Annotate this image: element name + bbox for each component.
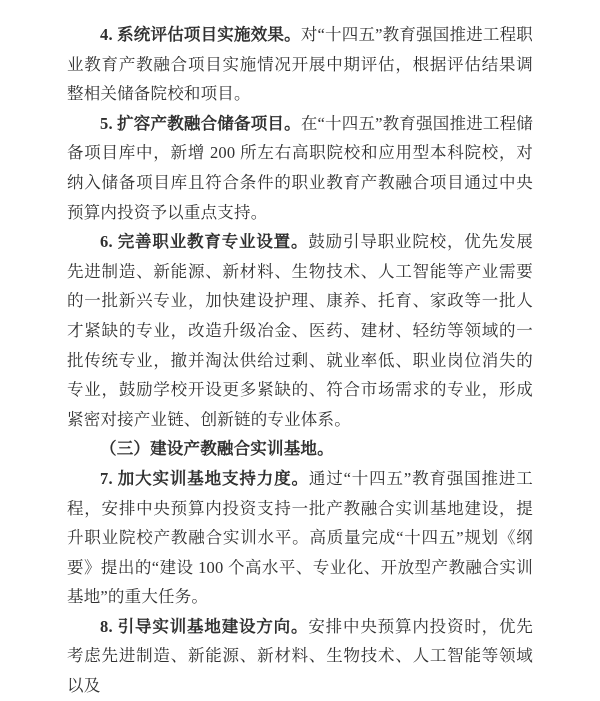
paragraph-4 [67, 20, 533, 109]
paragraph-4-lead: 4. 系统评估项目实施效果。 [100, 25, 301, 44]
paragraph-6-body: 鼓励引导职业院校，优先发展先进制造、新能源、新材料、生物技术、人工智能等产业需要的一批新兴专业，加快建设护理、康养、托育、家政等一批人才紧缺的专业，改造升级冶金、医药、建材、轻纺等领域的一批传统专业，撤并淘汰供给过剩、就业率低、职业岗位消失的专业，鼓励学校开设更多紧缺的、符合市场需求的专业，形成紧密对接产业链、创新链的专业体系。 [67, 232, 533, 429]
paragraph-4-body: 对“十四五”教育强国推进工程职业教育产教融合项目实施情况开展中期评估，根据评估结果调整相关储备院校和项目。 [67, 25, 533, 104]
paragraph-6-lead: 6. 完善职业教育专业设置。 [100, 232, 309, 252]
paragraph-8 [67, 612, 533, 701]
paragraph-6 [67, 227, 533, 434]
paragraph-5-body: 在“十四五”教育强国推进工程储备项目库中，新增 200 所左右高职院校和应用型本科院校，对纳入储备项目库且符合条件的职业教育产教融合项目通过中央预算内投资予以重点支持。 [67, 113, 533, 222]
paragraph-5 [67, 109, 533, 227]
paragraph-8-lead: 8. 引导实训基地建设方向。 [100, 616, 309, 636]
section-heading-3-text: （三）建设产教融合实训基地。 [100, 439, 334, 459]
paragraph-7-body: 通过“十四五”教育强国推进工程，安排中央预算内投资支持一批产教融合实训基地建设，提升职业院校产教融合实训水平。高质量完成“十四五”规划《纲要》提出的“建设 100 个高水平、专业化、开放型产教融合实训基地”的重大任务。 [67, 468, 533, 607]
paragraph-8-body: 安排中央预算内投资时，优先考虑先进制造、新能源、新材料、生物技术、人工智能等领域以及 [67, 616, 533, 696]
section-heading-3 [67, 434, 533, 464]
paragraph-7-lead: 7. 加大实训基地支持力度。 [100, 468, 309, 488]
document-page [67, 20, 533, 701]
paragraph-7 [67, 464, 533, 612]
paragraph-5-lead: 5. 扩容产教融合储备项目。 [100, 113, 301, 133]
